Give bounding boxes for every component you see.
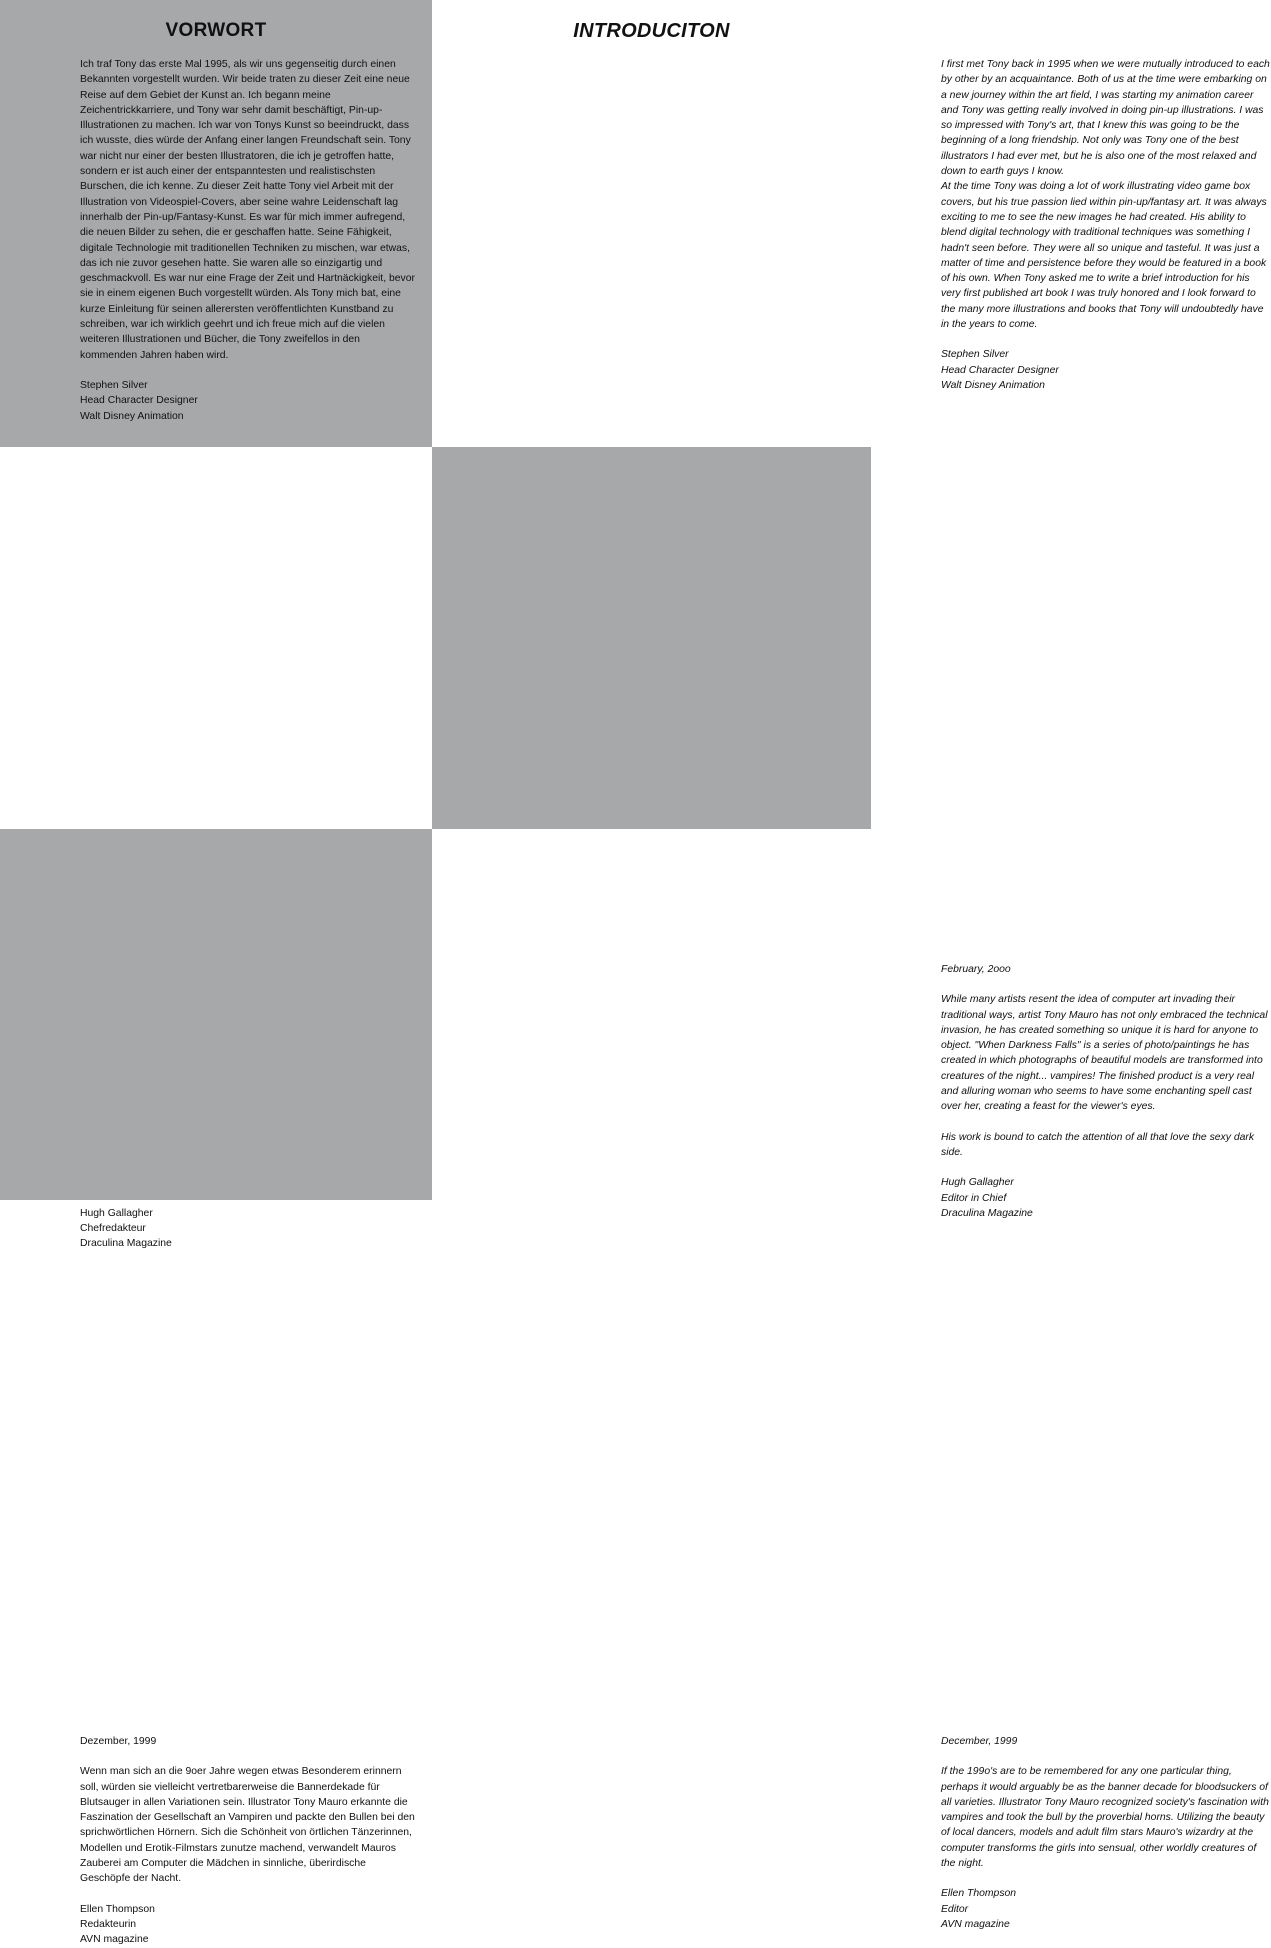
signature-org: Walt Disney Animation [80, 410, 184, 422]
en-intro-paragraph-2: At the time Tony was doing a lot of work illustrating video game box covers, but his true passion lied within pin-up/fantasy art. It was always exciting to me to see the new images he had created. His ability to blend digital technology with traditional techniques was something I hadn't seen before. They were all so unique and tasteful. It was just a matter of time and persistence before they would be featured in a book of his own. When Tony asked me to write a brief introduction for his very first published art book I was truly honored and I look forward to the many more illustrations and books that Tony will undoubtedly have in the years to come. [941, 181, 1267, 331]
en-heading: INTRODUCITON [573, 20, 730, 42]
en-draculina-paragraph-2: His work is bound to catch the attention of all that love the sexy dark side. [941, 1131, 1255, 1158]
en-introduction-panel [432, 0, 1270, 447]
en-intro-paragraph-1: I first met Tony back in 1995 when we were mutually introduced to each by other by an acquaintance. Both of us at the time were embarking on a new journey within the art field, I was starting my animation career and Tony was getting really involved in doing pin-up illustrations. I was so impressed with Tony's art, that I knew this was going to be the beginning of a long friendship. Not only was Tony one of the best illustrators I had ever met, but he is also one of the most relaxed and down to earth guys I know. [941, 59, 1270, 178]
signature-name: Ellen Thompson [941, 1888, 1017, 1900]
en-introduction-text [941, 57, 1271, 393]
en-avn-text [941, 1734, 1271, 1932]
signature-title: Redakteurin [80, 1918, 137, 1930]
signature-title: Editor [941, 1903, 969, 1915]
signature-name: Stephen Silver [80, 379, 148, 391]
signature-title: Editor in Chief [941, 1192, 1007, 1204]
en-draculina-panel [432, 447, 1268, 1219]
signature-org: AVN magazine [80, 1934, 149, 1946]
signature-name: Hugh Gallagher [941, 1177, 1014, 1189]
signature-org: Draculina Magazine [80, 1238, 172, 1250]
de-foreword-panel [0, 0, 432, 447]
signature-org: AVN magazine [941, 1918, 1010, 1930]
en-draculina-paragraph-1: While many artists resent the idea of computer art invading their traditional ways, artist Tony Mauro has not only embraced the technical invasion, he has created something so unique it is hard for anyone to object. "When Darkness Falls" is a series of photo/paintings he has created in which photographs of beautiful models are transformed into creatures of the night... vampires! The finished product is a very real and alluring woman who seems to have some enchanting spell cast over her, creating a feast for the viewer's eyes. [941, 994, 1268, 1113]
signature-title: Head Character Designer [941, 364, 1059, 376]
signature-org: Walt Disney Animation [941, 379, 1045, 391]
signature-title: Chefredakteur [80, 1223, 146, 1235]
de-foreword-text [80, 57, 415, 424]
date-line: Dezember, 1999 [80, 1736, 157, 1747]
signature-name: Stephen Silver [941, 349, 1009, 361]
en-draculina-text [941, 962, 1271, 1221]
de-foreword-body: Ich traf Tony das erste Mal 1995, als wir uns gegenseitig durch einen Bekannten vorgestellt wurden. Wir beide traten zu dieser Zeit eine neue Reise auf dem Gebiet der Kunst an. Ich begann meine Zeichentrickkarriere, und Tony war sehr damit beschäftigt, Pin-up-Illustrationen zu machen. Ich war von Tonys Kunst so beeindruckt, dass ich wusste, dies würde der Anfang einer langen Freundschaft sein. Tony war nicht nur einer der besten Illustratoren, die ich je getroffen hatte, sondern er ist auch einer der entspanntesten und realistischsten Burschen, die ich kenne. Zu dieser Zeit hatte Tony viel Arbeit mit der Illustration von Videospiel-Covers, aber seine wahre Leidenschaft lag innerhalb der Pin-up/Fantasy-Kunst. Es war für mich immer aufregend, die neuen Bilder zu sehen, die er geschaffen hatte. Seine Fähigkeit, digitale Technologie mit traditionellen Techniken zu mischen, war etwas, das ich nie zuvor gesehen hatte. Sie waren alle so einzigartig und geschmackvoll. Es war nur eine Frage der Zeit und Hartnäckigkeit, bevor sie in einem eigenen Buch vorgestellt würden. Als Tony mich bat, eine kurze Einleitung für seinen allerersten veröffentlichten Kunstband zu schreiben, war ich wirklich geehrt und ich freue mich auf die vielen weiteren Illustrationen und Bücher, die Tony zweifellos in den kommenden Jahren haben wird. [80, 59, 415, 361]
de-avn-text [80, 1734, 415, 1948]
signature-org: Draculina Magazine [941, 1207, 1033, 1219]
de-draculina-panel [0, 447, 432, 1250]
date-line: December, 1999 [941, 1736, 1018, 1747]
signature-name: Ellen Thompson [80, 1903, 155, 1915]
de-avn-body: Wenn man sich an die 9oer Jahre wegen etwas Besonderem erinnern soll, würden sie vielleicht vertretbarerweise die Bannerdekade für Blutsauger in allen Variationen sein. Illustrator Tony Mauro erkannte die Faszination der Gesellschaft an Vampiren und packte den Bullen bei den sprichwörtlichen Hörnern. Sich die Schönheit von örtlichen Tänzerinnen, Modellen und Erotik-Filmstars zunutze machend, verwandelt Mauros Zauberei am Computer die Mädchen in sinnliche, überirdische Geschöpfe der Nacht. [80, 1766, 415, 1885]
signature-title: Head Character Designer [80, 395, 198, 407]
en-avn-body: If the 199o's are to be remembered for any one particular thing, perhaps it would arguably be as the banner decade for bloodsuckers of all varieties. Illustrator Tony Mauro recognized society's fascination with vampires and took the bull by the proverbial horns. Utilizing the beauty of local dancers, models and adult film stars Mauro's wizardry at the computer transforms the girls into sensual, other worldly creatures of the night. [941, 1766, 1269, 1870]
date-line: February, 2ooo [941, 964, 1011, 975]
signature-name: Hugh Gallagher [80, 1207, 153, 1219]
de-heading: VORWORT [165, 20, 267, 41]
